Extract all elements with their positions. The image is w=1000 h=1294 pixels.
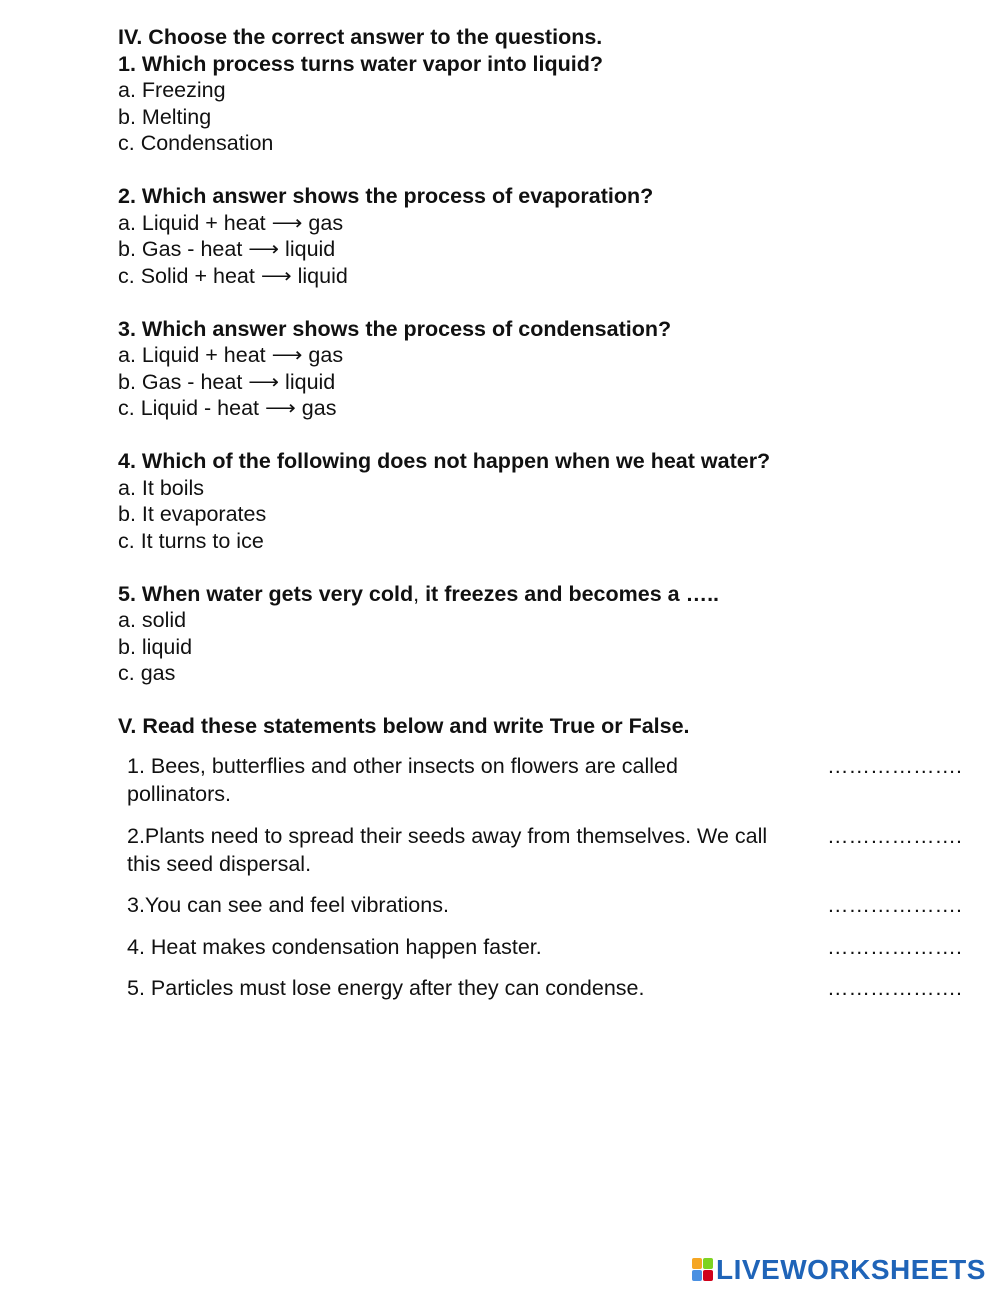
q4-option-c: c. It turns to ice [118, 528, 264, 553]
question-2 [118, 183, 988, 210]
q5-text-part2: it freezes and becomes a ….. [419, 581, 720, 606]
tf-statement-3: 3.You can see and feel vibrations. [127, 893, 449, 917]
q2-number: 2 [118, 184, 130, 208]
worksheet-page [118, 24, 988, 740]
q2-option-c: c. Solid + heat ⟶ liquid [118, 263, 348, 288]
question-1: 1. Which process turns water vapor into liquid? [118, 51, 604, 76]
q2-text: . Which answer shows the process of evaporation? [129, 184, 654, 208]
q2-option-a: a. Liquid + heat ⟶ gas [118, 210, 344, 235]
q1-option-c: c. Condensation [118, 131, 274, 155]
q3-option-b: b. Gas - heat ⟶ liquid [118, 369, 336, 394]
question-5 [118, 581, 988, 608]
q1-option-b: b. Melting [118, 104, 212, 129]
tf-answer-blank-3[interactable]: ………………. [827, 893, 962, 917]
q3-option-c: c. Liquid - heat ⟶ gas [118, 396, 337, 420]
q5-option-a: a. solid [118, 608, 187, 632]
q5-comma: , [413, 581, 420, 606]
tf-row [127, 974, 987, 1002]
q5-option-b: b. liquid [118, 634, 193, 659]
q5-text-part1: 5. When water gets very cold [118, 581, 414, 606]
tf-answer-blank-5[interactable]: ………………. [827, 976, 962, 1000]
q4-option-a: a. It boils [118, 475, 205, 500]
tf-row [127, 752, 987, 808]
tf-answer-blank-1[interactable]: ………………. [827, 754, 962, 778]
tf-row [127, 822, 987, 878]
q3-option-a: a. Liquid + heat ⟶ gas [118, 343, 344, 367]
tf-answer-blank-4[interactable]: ………………. [827, 934, 962, 959]
question-3: 3. Which answer shows the process of condensation? [118, 316, 672, 341]
q5-option-c: c. gas [118, 661, 176, 685]
true-false-table [127, 752, 987, 1016]
tf-statement-1: 1. Bees, butterflies and other insects on flowers are called pollinators. [127, 754, 678, 806]
liveworksheets-icon [692, 1258, 714, 1282]
liveworksheets-logo [692, 1254, 986, 1286]
q2-option-b: b. Gas - heat ⟶ liquid [118, 237, 336, 261]
tf-row [127, 891, 987, 919]
section-v-title: V. Read these statements below and write True or False. [118, 714, 690, 738]
tf-answer-blank-2[interactable]: ………………. [827, 823, 962, 848]
question-4: 4. Which of the following does not happen when we heat water? [118, 449, 771, 473]
tf-statement-2: 2.Plants need to spread their seeds away from themselves. We call this seed dispersal. [127, 823, 768, 876]
tf-row [127, 933, 987, 961]
tf-statement-5: 5. Particles must lose energy after they can condense. [127, 976, 645, 1000]
tf-statement-4: 4. Heat makes condensation happen faster. [127, 934, 542, 959]
logo-text: LIVEWORKSHEETS [716, 1254, 986, 1285]
section-iv-title: IV. Choose the correct answer to the questions. [118, 25, 603, 49]
q4-option-b: b. It evaporates [118, 502, 267, 526]
q1-option-a: a. Freezing [118, 78, 226, 102]
